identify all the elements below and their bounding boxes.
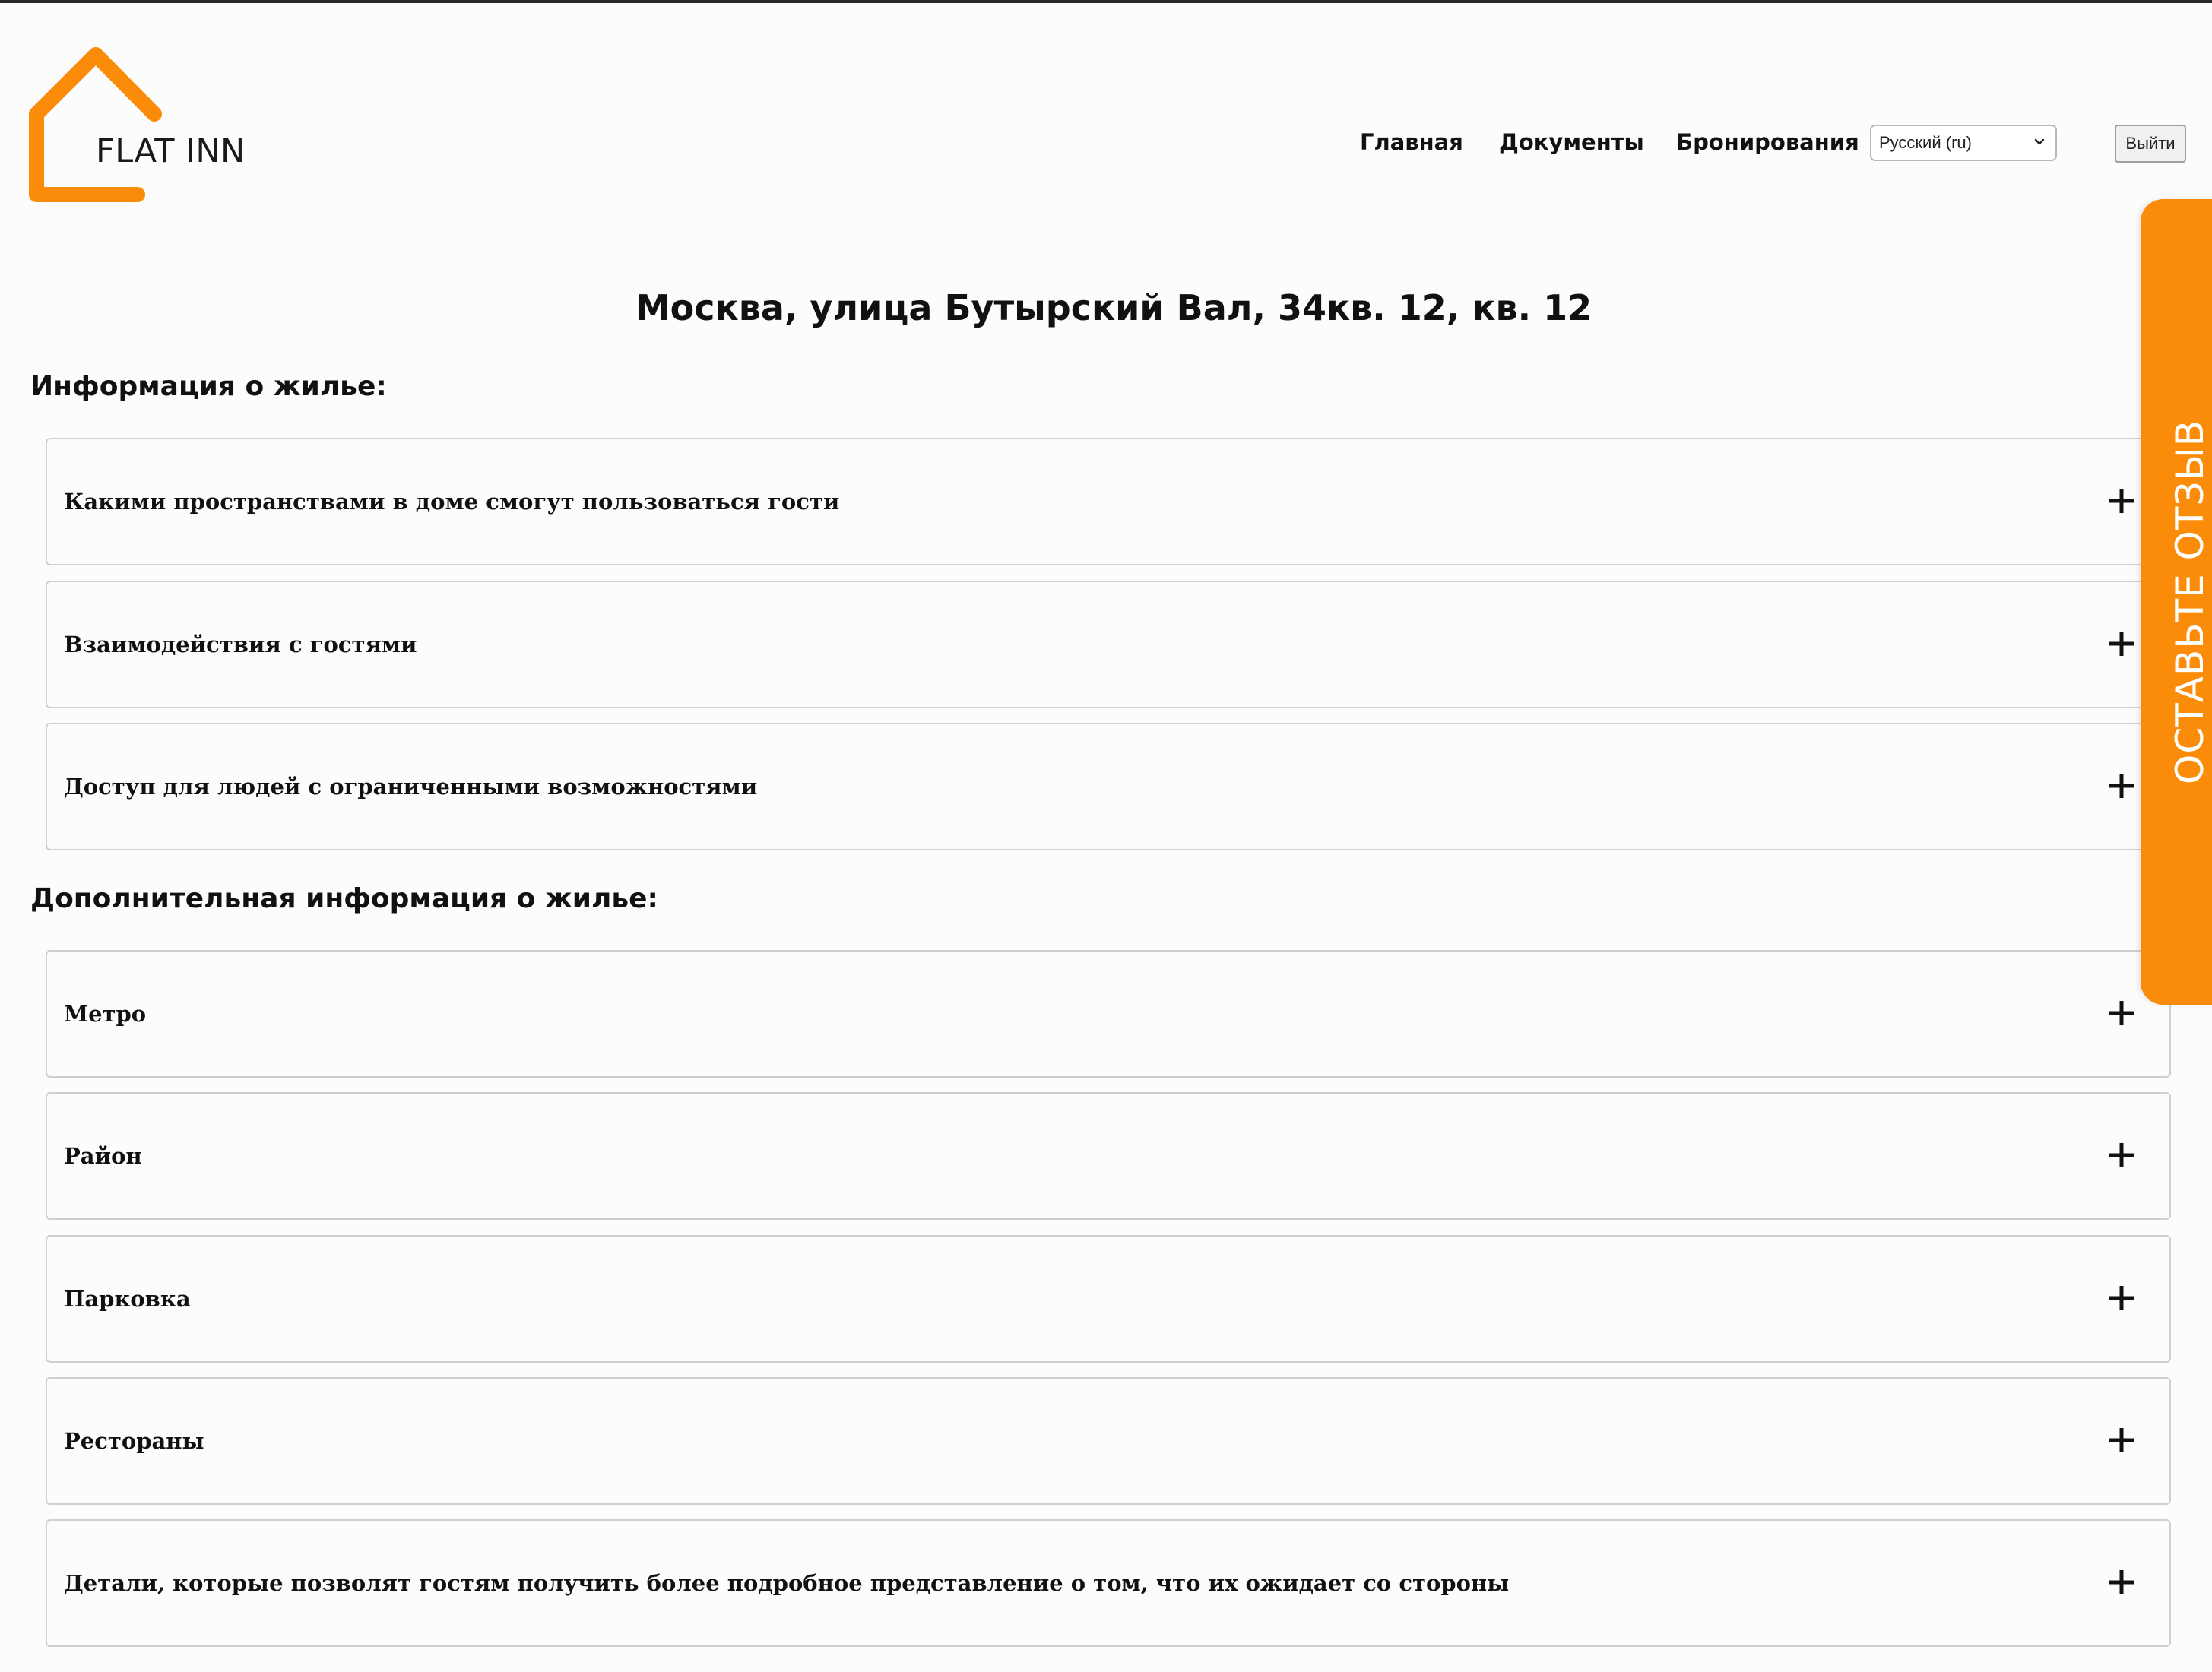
leave-feedback-label: ОСТАВЬТЕ ОТЗЫВ xyxy=(2168,419,2212,785)
nav-link-home[interactable]: Главная xyxy=(1360,129,1463,155)
language-select-value: Русский (ru) xyxy=(1879,133,1972,152)
accordion-item[interactable] xyxy=(46,723,2171,850)
accordion-label: Район xyxy=(64,1143,142,1169)
plus-icon[interactable] xyxy=(2107,999,2136,1028)
accordion-item[interactable] xyxy=(46,438,2171,565)
chevron-down-icon xyxy=(2033,135,2046,149)
window-top-border xyxy=(0,0,2212,3)
language-select[interactable] xyxy=(1870,125,2057,161)
accordion-item[interactable] xyxy=(46,581,2171,708)
accordion-item[interactable] xyxy=(46,1235,2171,1363)
plus-icon[interactable] xyxy=(2107,1426,2136,1455)
plus-icon[interactable] xyxy=(2107,1141,2136,1170)
accordion-item[interactable] xyxy=(46,1092,2171,1220)
section-heading-housing-info: Информация о жилье: xyxy=(30,371,387,402)
accordion-label: Парковка xyxy=(64,1286,191,1312)
plus-icon[interactable] xyxy=(2107,629,2136,658)
accordion-item[interactable] xyxy=(46,950,2171,1078)
plus-icon[interactable] xyxy=(2107,771,2136,800)
accordion-label: Метро xyxy=(64,1001,147,1027)
accordion-label: Доступ для людей с ограниченными возможностями xyxy=(64,774,758,800)
accordion-label: Детали, которые позволят гостям получить более подробное представление о том, что их ожидает со стороны xyxy=(64,1570,1510,1596)
accordion-label: Рестораны xyxy=(64,1428,204,1454)
logout-button[interactable]: Выйти xyxy=(2115,125,2186,163)
accordion-item[interactable] xyxy=(46,1519,2171,1647)
page-title: Москва, улица Бутырский Вал, 34кв. 12, кв. 12 xyxy=(635,287,1592,328)
accordion-label: Взаимодействия с гостями xyxy=(64,632,417,657)
plus-icon[interactable] xyxy=(2107,1568,2136,1597)
nav-link-documents[interactable]: Документы xyxy=(1499,129,1644,155)
leave-feedback-tab[interactable] xyxy=(2141,199,2212,1005)
accordion-label: Какими пространствами в доме смогут пользоваться гости xyxy=(64,489,840,515)
nav-link-bookings[interactable]: Бронирования xyxy=(1676,129,1859,155)
brand-name: FLAT INN xyxy=(96,132,246,170)
house-outline-icon xyxy=(29,47,181,207)
accordion-item[interactable] xyxy=(46,1377,2171,1505)
plus-icon[interactable] xyxy=(2107,486,2136,515)
brand-logo[interactable] xyxy=(29,47,272,207)
section-heading-additional-info: Дополнительная информация о жилье: xyxy=(30,883,658,914)
plus-icon[interactable] xyxy=(2107,1284,2136,1313)
